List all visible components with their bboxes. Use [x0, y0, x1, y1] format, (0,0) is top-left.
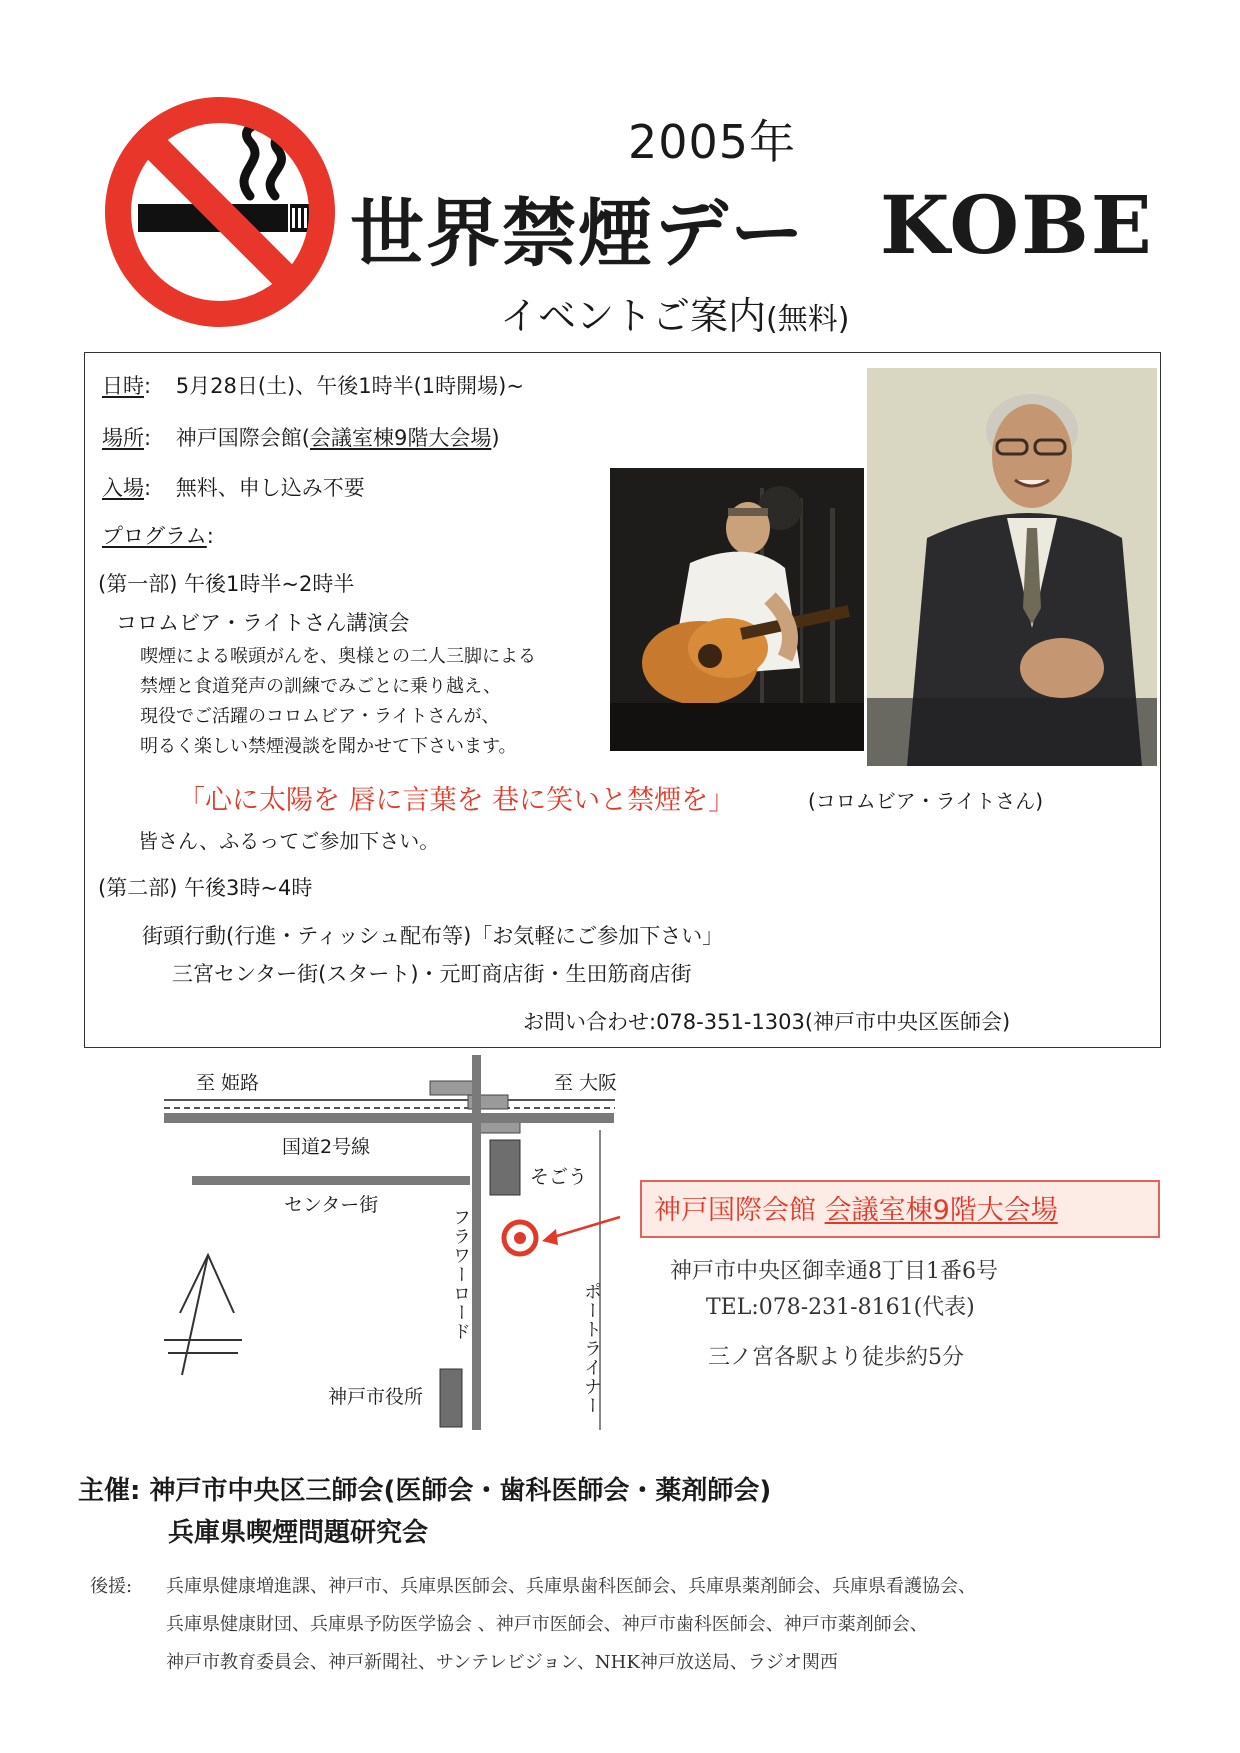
part1-desc-line: 喫煙による喉頭がんを、奥様との二人三脚による [140, 646, 536, 667]
support-line: 神戸市教育委員会、神戸新聞社、サンテレビジョン、NHK神戸放送局、ラジオ関西 [166, 1652, 838, 1673]
datetime-colon: : [144, 374, 152, 398]
host-name-1: 神戸市中央区三師会(医師会・歯科医師会・薬剤師会) [149, 1476, 772, 1506]
part1-desc-line: 明るく楽しい禁煙漫談を聞かせて下さいます。 [140, 736, 517, 757]
support-line: 兵庫県健康財団、兵庫県予防医学協会 、神戸市医師会、神戸市歯科医師会、神戸市薬剤師会、 [166, 1614, 928, 1635]
host-row [78, 1470, 771, 1507]
place-label: 場所 [102, 426, 144, 450]
part2-heading: (第二部) 午後3時~4時 [98, 876, 313, 900]
map-label-city-hall: 神戸市役所 [328, 1386, 424, 1408]
no-smoking-icon [100, 92, 340, 332]
event-subtitle [500, 285, 849, 340]
map-label-route2: 国道2号線 [282, 1136, 371, 1158]
datetime-row [102, 370, 524, 400]
map-label-himeji: 至 姫路 [196, 1072, 260, 1094]
part2-line1: 街頭行動(行進・ティッシュ配布等)「お気軽にご参加下さい」 [142, 924, 724, 948]
program-label: プログラム [102, 524, 207, 548]
part1-heading: (第一部) 午後1時半~2時半 [98, 572, 355, 596]
program-colon: : [206, 524, 214, 548]
part1-desc-line: 現役でご活躍のコロムビア・ライトさんが、 [140, 706, 500, 727]
place-value-prefix: 神戸国際会館( [175, 426, 310, 450]
entry-colon: : [144, 476, 152, 500]
subtitle-free: (無料) [766, 302, 850, 337]
datetime-label: 日時 [102, 374, 144, 398]
map-label-portliner: ポートライナー [581, 1282, 602, 1415]
part2-line2: 三宮センター街(スタート)・元町商店街・生田筋商店街 [172, 962, 692, 986]
part1-title: コロムビア・ライトさん講演会 [116, 611, 410, 635]
event-title: 世界禁煙デー [350, 191, 806, 277]
place-value-suffix: ) [491, 426, 500, 450]
map-label-flower-road: フラワーロード [450, 1208, 471, 1341]
quote-text: 「心に太陽を 唇に言葉を 巷に笑いと禁煙を」 [178, 785, 736, 816]
venue-hall: 会議室棟9階大会場 [824, 1195, 1058, 1226]
subtitle-text: イベントご案内 [500, 294, 767, 338]
entry-row [102, 472, 365, 502]
entry-value: 無料、申し込み不要 [175, 476, 365, 500]
invite-text: 皆さん、ふるってご参加下さい。 [138, 829, 440, 853]
target-icon [504, 1222, 536, 1254]
venue-name: 神戸国際会館 [654, 1195, 825, 1226]
map-label-sogo: そごう [530, 1166, 588, 1188]
entry-label: 入場 [102, 476, 144, 500]
guitar-performance-photo [610, 468, 864, 751]
support-label: 後援: [90, 1576, 133, 1597]
map-label-center-street: センター街 [284, 1194, 379, 1216]
speaker-portrait-photo [867, 368, 1157, 766]
event-year: 2005年 [628, 115, 797, 169]
support-line: 兵庫県健康増進課、神戸市、兵庫県医師会、兵庫県歯科医師会、兵庫県薬剤師会、兵庫県看護協会、 [166, 1576, 976, 1597]
venue-callout [640, 1180, 1160, 1238]
place-row [102, 422, 500, 452]
place-value-hall: 会議室棟9階大会場 [309, 426, 492, 450]
host-name-2: 兵庫県喫煙問題研究会 [168, 1518, 429, 1548]
north-arrow-icon [164, 1255, 242, 1375]
map-label-osaka: 至 大阪 [554, 1072, 618, 1094]
venue-access: 三ノ宮各駅より徒歩約5分 [708, 1345, 964, 1370]
venue-address: 神戸市中央区御幸通8丁目1番6号 [670, 1259, 998, 1284]
contact-info: お問い合わせ:078-351-1303(神戸市中央区医師会) [523, 1010, 1011, 1034]
part1-desc-line: 禁煙と食道発声の訓練でみごとに乗り越え、 [140, 676, 502, 697]
host-label: 主催: [78, 1476, 141, 1506]
datetime-value: 5月28日(土)、午後1時半(1時開場)~ [175, 374, 524, 398]
venue-tel: TEL:078-231-8161(代表) [706, 1295, 975, 1320]
program-row [102, 520, 214, 550]
place-colon: : [144, 426, 152, 450]
quote-attribution: (コロムビア・ライトさん) [808, 789, 1044, 813]
event-title-kobe: KOBE [880, 178, 1154, 272]
